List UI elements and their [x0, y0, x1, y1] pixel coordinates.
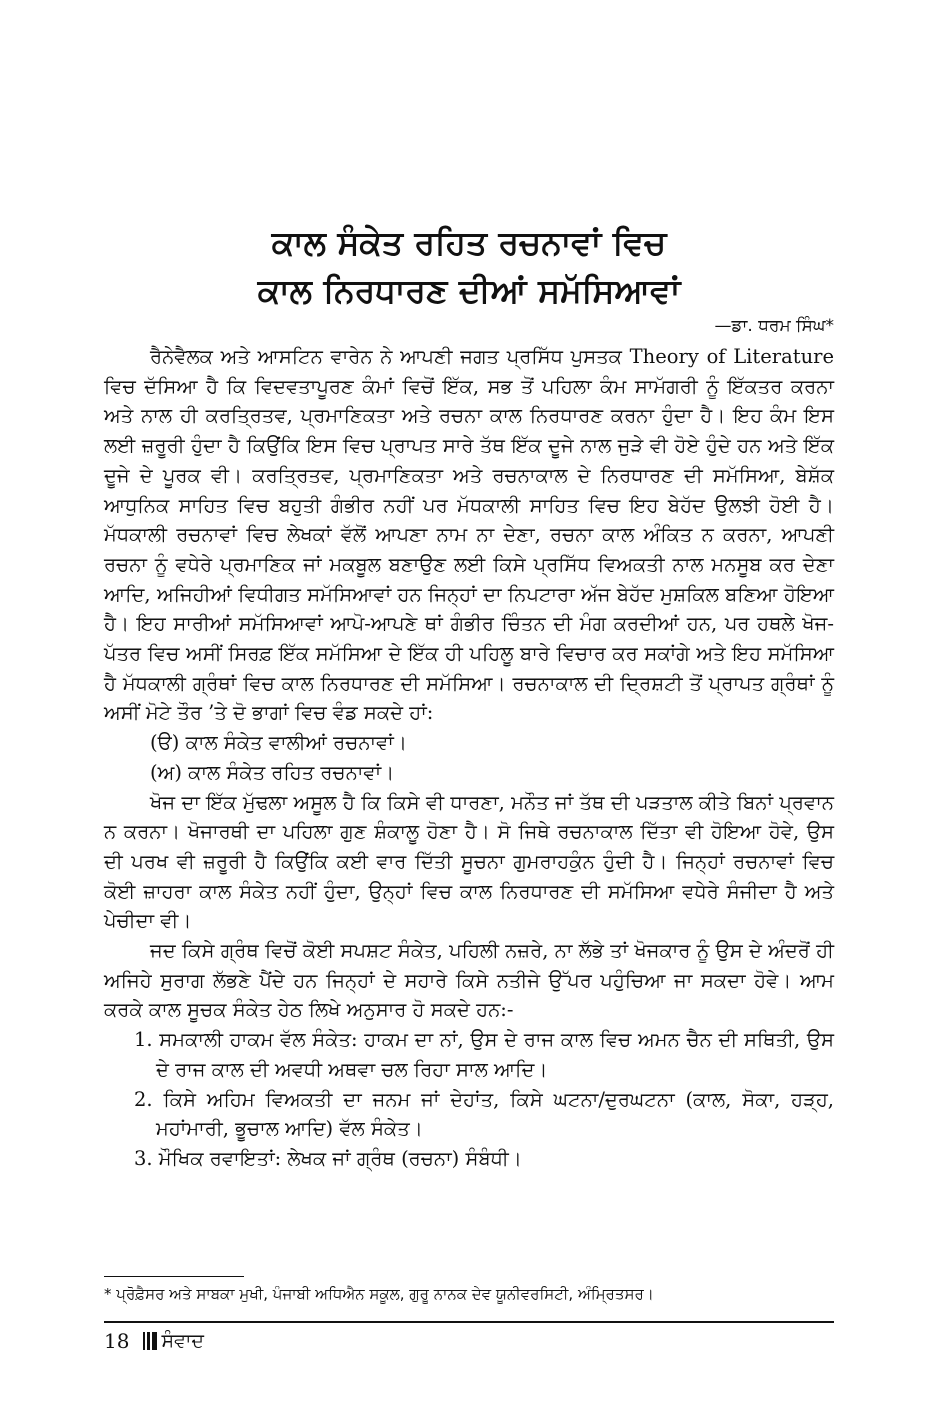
journal-name: ਸੰਵਾਦ — [161, 1330, 205, 1352]
page-number: 18 — [104, 1329, 130, 1353]
list-item-1: 1. ਸਮਕਾਲੀ ਹਾਕਮ ਵੱਲ ਸੰਕੇਤ: ਹਾਕਮ ਦਾ ਨਾਂ, ਉਸ ਦੇ ਰਾਜ ਕਾਲ ਵਿਚ ਅਮਨ ਚੈਨ ਦੀ ਸਥਿਤੀ, ਉਸ ਦੇ ਰਾਜ ਕਾਲ ਦੀ ਅਵਧੀ ਅਥਵਾ ਚਲ ਰਿਹਾ ਸਾਲ ਆਦਿ। — [134, 1028, 834, 1081]
page-footer — [104, 1329, 204, 1353]
journal-bars-icon — [143, 1332, 157, 1350]
article-title-line-1: ਕਾਲ ਸੰਕੇਤ ਰਹਿਤ ਰਚਨਾਵਾਂ ਵਿਚ — [271, 223, 667, 262]
author-byline: —ਡਾ. ਧਰਮ ਸਿੰਘ* — [714, 316, 834, 336]
footer-rule — [104, 1321, 834, 1323]
list-item-3: 3. ਮੌਖਿਕ ਰਵਾਇਤਾਂ: ਲੇਖਕ ਜਾਂ ਗ੍ਰੰਥ (ਰਚਨਾ) ਸੰਬੰਧੀ। — [134, 1146, 522, 1170]
footnote: * ਪ੍ਰੋਫ਼ੈਸਰ ਅਤੇ ਸਾਬਕਾ ਮੁਖੀ, ਪੰਜਾਬੀ ਅਧਿਐਨ ਸਕੂਲ, ਗੁਰੂ ਨਾਨਕ ਦੇਵ ਯੂਨੀਵਰਸਿਟੀ, ਅੰਮ੍ਰਿਤਸਰ। — [104, 1285, 654, 1303]
paragraph-2: ਖੋਜ ਦਾ ਇੱਕ ਮੁੱਢਲਾ ਅਸੂਲ ਹੈ ਕਿ ਕਿਸੇ ਵੀ ਧਾਰਣਾ, ਮਨੌਤ ਜਾਂ ਤੱਥ ਦੀ ਪੜਤਾਲ ਕੀਤੇ ਬਿਨਾਂ ਪ੍ਰਵਾਨ ਨ ਕਰਨਾ। ਖੋਜਾਰਥੀ ਦਾ ਪਹਿਲਾ ਗੁਣ ਸ਼ੰਕਾਲੂ ਹੋਣਾ ਹੈ। ਸੋ ਜਿਥੇ ਰਚਨਾਕਾਲ ਦਿੱਤਾ ਵੀ ਹੋਇਆ ਹੋਵੇ, ਉਸ ਦੀ ਪਰਖ ਵੀ ਜ਼ਰੂਰੀ ਹੈ ਕਿਉਂਕਿ ਕਈ ਵਾਰ ਦਿੱਤੀ ਸੂਚਨਾ ਗੁਮਰਾਹਕੁੰਨ ਹੁੰਦੀ ਹੈ। ਜਿਨ੍ਹਾਂ ਰਚਨਾਵਾਂ ਵਿਚ ਕੋਈ ਜ਼ਾਹਰਾ ਕਾਲ ਸੰਕੇਤ ਨਹੀਂ ਹੁੰਦਾ, ਉਨ੍ਹਾਂ ਵਿਚ ਕਾਲ ਨਿਰਧਾਰਣ ਦੀ ਸਮੱਸਿਆ ਵਧੇਰੇ ਸੰਜੀਦਾ ਹੈ ਅਤੇ ਪੇਚੀਦਾ ਵੀ। — [104, 790, 834, 933]
article-title-line-2: ਕਾਲ ਨਿਰਧਾਰਣ ਦੀਆਂ ਸਮੱਸਿਆਵਾਂ — [257, 271, 681, 310]
paragraph-3: ਜਦ ਕਿਸੇ ਗ੍ਰੰਥ ਵਿਚੋਂ ਕੋਈ ਸਪਸ਼ਟ ਸੰਕੇਤ, ਪਹਿਲੀ ਨਜ਼ਰੇ, ਨਾ ਲੱਭੇ ਤਾਂ ਖੋਜਕਾਰ ਨੂੰ ਉਸ ਦੇ ਅੰਦਰੋਂ ਹੀ ਅਜਿਹੇ ਸੁਰਾਗ ਲੱਭਣੇ ਪੈਂਦੇ ਹਨ ਜਿਨ੍ਹਾਂ ਦੇ ਸਹਾਰੇ ਕਿਸੇ ਨਤੀਜੇ ਉੱਪਰ ਪਹੁੰਚਿਆ ਜਾ ਸਕਦਾ ਹੋਵੇ। ਆਮ ਕਰਕੇ ਕਾਲ ਸੂਚਕ ਸੰਕੇਤ ਹੇਠ ਲਿਖੇ ਅਨੁਸਾਰ ਹੋ ਸਕਦੇ ਹਨ:- — [104, 939, 834, 1022]
sub-item-b: (ਅ) ਕਾਲ ਸੰਕੇਤ ਰਹਿਤ ਰਚਨਾਵਾਂ। — [150, 760, 395, 784]
paragraph-1: ਰੈਨੇਵੈਲਕ ਅਤੇ ਆਸਟਿਨ ਵਾਰੇਨ ਨੇ ਆਪਣੀ ਜਗਤ ਪ੍ਰਸਿੱਧ ਪੁਸਤਕ Theory of Literature ਵਿਚ ਦੱਸਿਆ ਹੈ ਕਿ ਵਿਦਵਤਾਪੂਰਣ ਕੰਮਾਂ ਵਿਚੋਂ ਇੱਕ, ਸਭ ਤੋਂ ਪਹਿਲਾ ਕੰਮ ਸਾਮੱਗਰੀ ਨੂੰ ਇੱਕਤਰ ਕਰਨਾ ਅਤੇ ਨਾਲ ਹੀ ਕਰਤ੍ਰਿਤਵ, ਪ੍ਰਮਾਣਿਕਤਾ ਅਤੇ ਰਚਨਾ ਕਾਲ ਨਿਰਧਾਰਣ ਕਰਨਾ ਹੁੰਦਾ ਹੈ। ਇਹ ਕੰਮ ਇਸ ਲਈ ਜ਼ਰੂਰੀ ਹੁੰਦਾ ਹੈ ਕਿਉਂਕਿ ਇਸ ਵਿਚ ਪ੍ਰਾਪਤ ਸਾਰੇ ਤੱਥ ਇੱਕ ਦੂਜੇ ਨਾਲ ਜੁੜੇ ਵੀ ਹੋਏ ਹੁੰਦੇ ਹਨ ਅਤੇ ਇੱਕ ਦੂਜੇ ਦੇ ਪੂਰਕ ਵੀ। ਕਰਤ੍ਰਿਤਵ, ਪ੍ਰਮਾਣਿਕਤਾ ਅਤੇ ਰਚਨਾਕਾਲ ਦੇ ਨਿਰਧਾਰਣ ਦੀ ਸਮੱਸਿਆ, ਬੇਸ਼ੱਕ ਆਧੁਨਿਕ ਸਾਹਿਤ ਵਿਚ ਬਹੁਤੀ ਗੰਭੀਰ ਨਹੀਂ ਪਰ ਮੱਧਕਾਲੀ ਸਾਹਿਤ ਵਿਚ ਇਹ ਬੇਹੱਦ ਉਲਝੀ ਹੋਈ ਹੈ। ਮੱਧਕਾਲੀ ਰਚਨਾਵਾਂ ਵਿਚ ਲੇਖਕਾਂ ਵੱਲੋਂ ਆਪਣਾ ਨਾਮ ਨਾ ਦੇਣਾ, ਰਚਨਾ ਕਾਲ ਅੰਕਿਤ ਨ ਕਰਨਾ, ਆਪਣੀ ਰਚਨਾ ਨੂੰ ਵਧੇਰੇ ਪ੍ਰਮਾਣਿਕ ਜਾਂ ਮਕਬੂਲ ਬਣਾਉਣ ਲਈ ਕਿਸੇ ਪ੍ਰਸਿੱਧ ਵਿਅਕਤੀ ਨਾਲ ਮਨਸੂਬ ਕਰ ਦੇਣਾ ਆਦਿ, ਅਜਿਹੀਆਂ ਵਿਧੀਗਤ ਸਮੱਸਿਆਵਾਂ ਹਨ ਜਿਨ੍ਹਾਂ ਦਾ ਨਿਪਟਾਰਾ ਅੱਜ ਬੇਹੱਦ ਮੁਸ਼ਕਿਲ ਬਣਿਆ ਹੋਇਆ ਹੈ। ਇਹ ਸਾਰੀਆਂ ਸਮੱਸਿਆਵਾਂ ਆਪੋ-ਆਪਣੇ ਥਾਂ ਗੰਭੀਰ ਚਿੰਤਨ ਦੀ ਮੰਗ ਕਰਦੀਆਂ ਹਨ, ਪਰ ਹਥਲੇ ਖੋਜ-ਪੱਤਰ ਵਿਚ ਅਸੀਂ ਸਿਰਫ਼ ਇੱਕ ਸਮੱਸਿਆ ਦੇ ਇੱਕ ਹੀ ਪਹਿਲੂ ਬਾਰੇ ਵਿਚਾਰ ਕਰ ਸਕਾਂਗੇ ਅਤੇ ਇਹ ਸਮੱਸਿਆ ਹੈ ਮੱਧਕਾਲੀ ਗ੍ਰੰਥਾਂ ਵਿਚ ਕਾਲ ਨਿਰਧਾਰਣ ਦੀ ਸਮੱਸਿਆ। ਰਚਨਾਕਾਲ ਦੀ ਦ੍ਰਿਸ਼ਟੀ ਤੋਂ ਪ੍ਰਾਪਤ ਗ੍ਰੰਥਾਂ ਨੂੰ ਅਸੀਂ ਮੋਟੇ ਤੌਰ ’ਤੇ ਦੋ ਭਾਗਾਂ ਵਿਚ ਵੰਡ ਸਕਦੇ ਹਾਂ: — [104, 345, 834, 725]
footnote-divider — [104, 1276, 244, 1277]
sub-item-a: (ੳ) ਕਾਲ ਸੰਕੇਤ ਵਾਲੀਆਂ ਰਚਨਾਵਾਂ। — [150, 731, 407, 755]
article-body — [104, 342, 834, 1174]
list-item-2: 2. ਕਿਸੇ ਅਹਿਮ ਵਿਅਕਤੀ ਦਾ ਜਨਮ ਜਾਂ ਦੇਹਾਂਤ, ਕਿਸੇ ਘਟਨਾ/ਦੁਰਘਟਨਾ (ਕਾਲ, ਸੋਕਾ, ਹੜ੍ਹ, ਮਹਾਂਮਾਰੀ, ਭੂਚਾਲ ਆਦਿ) ਵੱਲ ਸੰਕੇਤ। — [134, 1087, 834, 1141]
